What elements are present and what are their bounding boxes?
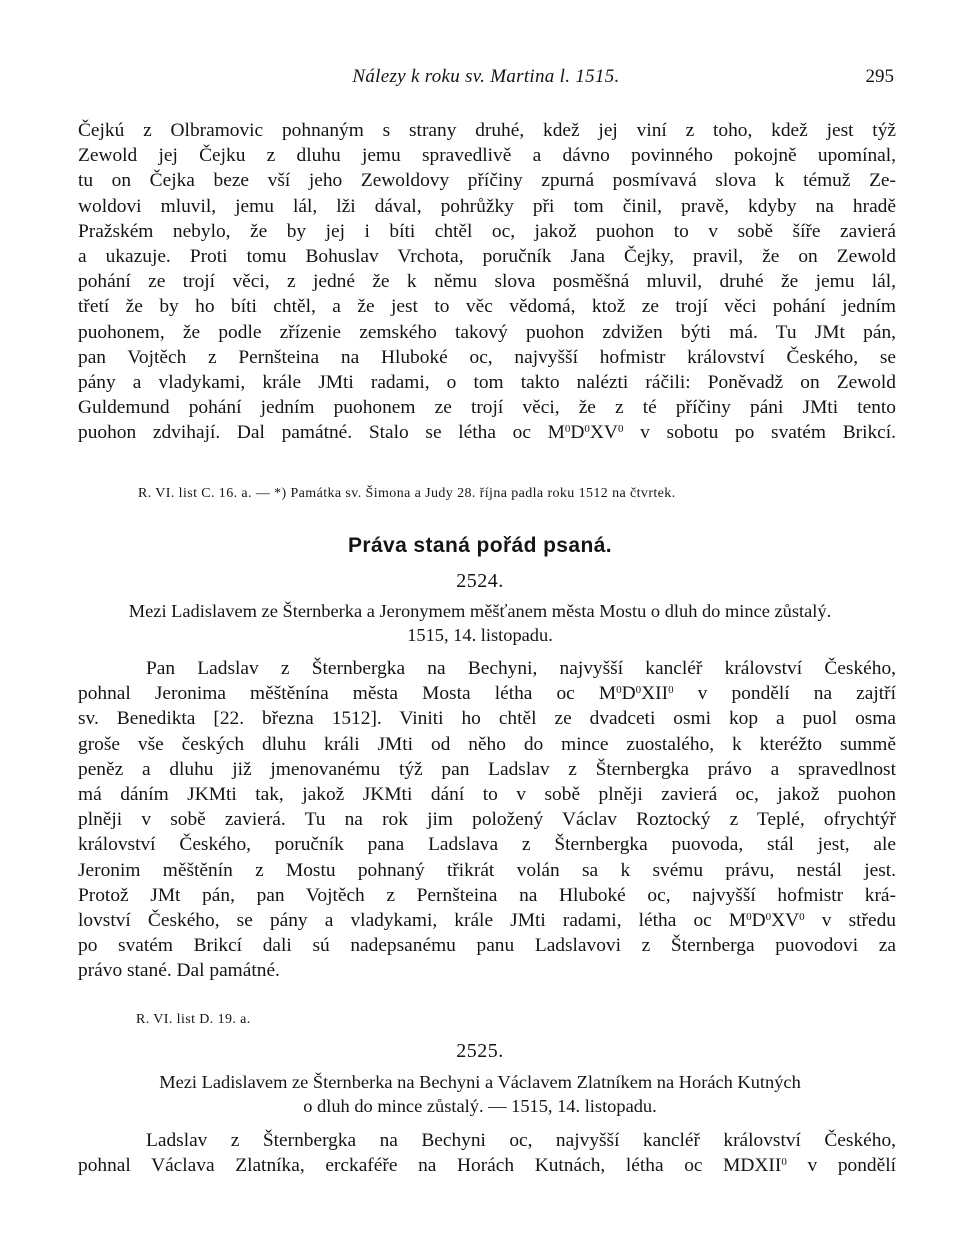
text-line [78, 681, 896, 706]
text-segment: D [621, 683, 636, 705]
text-line: pány a vladykami, krále JMti radami, o tom takto nalézti ráčili: Poněvadž on Zewold [78, 372, 896, 394]
text-line: plněji v sobě zavierá. Tu na rok jim položený Václav Roztocký z Teplé, ofrychtýř [78, 809, 896, 831]
superscript: 0 [635, 684, 642, 697]
superscript: 0 [617, 423, 624, 436]
text-segment: v středu [804, 910, 896, 932]
superscript: 0 [616, 684, 622, 697]
superscript: 0 [564, 423, 571, 436]
text-segment: pohnal Václava Zlatníka, erckaféře na Horách Kutnách, létha oc MDXII [78, 1155, 782, 1177]
regest-date: o dluh do mince zůstalý. — 1515, 14. listopadu. [303, 1096, 657, 1116]
text-line: Zewold jej Čejku z dluhu jemu spravedlivě a dávno povinného pokojně upomínal, [78, 145, 896, 167]
text-line: po svatém Brikcí dali sú nadepsanému panu Ladslavovi z Šternberga puovodovi za [78, 935, 896, 957]
text-segment: XII [641, 683, 669, 705]
text-line: a ukazuje. Proti tomu Bohuslav Vrchota, poručník Jana Čejky, pravil, že on Zewold [78, 246, 896, 268]
entry-number: 2525. [456, 1040, 504, 1062]
page-header [78, 66, 894, 96]
text-line: třetí že by ho bíti chtěl, a že jest to věc vědomá, ktož ze trojí věci pohání jedním [78, 296, 896, 318]
text-line [78, 420, 896, 445]
superscript: 0 [584, 423, 590, 436]
text-line: peněz a dluhu již jmenovanému týž pan Ladslav z Šternbergka právo a spravedlnost [78, 758, 896, 780]
source-reference: R. VI. list D. 19. a. [136, 1012, 251, 1027]
text-line: pan Vojtěch z Pernšteina na Hluboké oc, najvyšší hofmistr království Českého, se [78, 346, 896, 368]
text-segment: D [570, 422, 585, 444]
entry-regest [60, 599, 900, 647]
text-segment: XV [589, 422, 618, 444]
text-line [78, 908, 896, 933]
text-segment: v sobotu po svatém Brikcí. [623, 422, 897, 444]
superscript: 0 [799, 911, 805, 924]
text-line: Ladslav z Šternbergka na Bechyni oc, najvyšší kancléř království Českého, [146, 1130, 896, 1151]
text-line: pohání ze trojí věci, z jedné že k němu slova posměšná mluvil, druhé že jemu lál, [78, 271, 896, 293]
text-line: Čejkú z Olbramovic pohnaným s strany druhé, kdež jej viní z toho, kdež jest týž [78, 120, 896, 141]
text-segment: D [751, 910, 766, 932]
superscript: 0 [781, 1156, 787, 1169]
entry-regest [60, 1070, 900, 1118]
text-line: Guldemund pohání jedním puohonem ze trojí věci, že z té příčiny páni JMti tento [78, 397, 896, 419]
running-head: Nálezy k roku sv. Martina l. 1515. [352, 66, 620, 87]
paragraph-nalez-continuation [78, 118, 896, 446]
source-reference: R. VI. list C. 16. a. — *) Památka sv. Šimona a Judy 28. října padla roku 1512 na čtvrtek. [138, 486, 676, 501]
text-segment: v pondělí na zajtří [673, 683, 896, 705]
superscript: 0 [765, 911, 772, 924]
text-line: woldovi mluvil, jemu lál, lži dával, pohrůžky při tom činil, pravě, kdyby na hradě [78, 195, 896, 217]
regest-line: Mezi Ladislavem ze Šternberka a Jeronymem měšťanem města Mostu o dluh do mince zůstalý. [128, 601, 832, 621]
page-number: 295 [865, 66, 894, 87]
text-line: Jeronim měštěnín z Mostu pohnaný třikrát volán sa k svému právu, nestál jest. [78, 859, 896, 881]
text-segment: XV [771, 910, 800, 932]
text-line: Protož JMt pán, pan Vojtěch z Pernšteina na Hluboké oc, najvyšší hofmistr krá- [78, 884, 896, 906]
regest-date: 1515, 14. listopadu. [407, 625, 553, 645]
text-line: puohonem, že podle zřízenie zemského takový puohon zdvižen býti má. Tu JMt pán, [78, 321, 896, 343]
regest-line: Mezi Ladislavem ze Šternberka na Bechyni a Václavem Zlatníkem na Horách Kutných [159, 1072, 801, 1092]
text-line: tu on Čejka beze vší jeho Zewoldovy příčiny zpurná posmívavá slova k témuž Ze- [78, 170, 896, 192]
paragraph-entry-2525 [78, 1128, 896, 1178]
text-segment: lovství Českého, se pány a vladykami, krále JMti radami, létha oc M [78, 910, 747, 932]
text-line: sv. Benedikta [22. března 1512]. Viniti ho chtěl ze dvadceti osmi kop a puol osma [78, 708, 896, 730]
superscript: 0 [746, 911, 752, 924]
paragraph-entry-2524 [78, 656, 896, 984]
text-line [78, 1153, 896, 1178]
text-segment: puohon zdvihají. Dal památné. Stalo se létha oc M [78, 422, 565, 444]
entry-number: 2524. [456, 570, 504, 592]
superscript: 0 [668, 684, 674, 697]
text-segment: v pondělí [786, 1155, 896, 1177]
text-line: má dáním JKMti tak, jakož JKMti dání to v sobě plněji zavierá oc, jakož puohon [78, 784, 896, 806]
text-line: Pan Ladslav z Šternbergka na Bechyni, najvyšší kancléř království Českého, [146, 658, 896, 679]
text-line: Pražském nebylo, že by jej i bíti chtěl oc, jakož puohon to v sobě šíře zavierá [78, 220, 896, 242]
text-segment: pohnal Jeronima měštěnína města Mosta létha oc M [78, 683, 617, 705]
section-title: Práva staná pořád psaná. [347, 534, 613, 557]
text-line: právo stané. Dal památné. [78, 960, 280, 982]
text-line: království Českého, poručník pana Ladslava z Šternbergka puovoda, stál jest, ale [78, 834, 896, 856]
text-line: groše vše českých dluhu králi JMti od něho do mince zuostalého, k kteréžto summě [78, 733, 896, 755]
